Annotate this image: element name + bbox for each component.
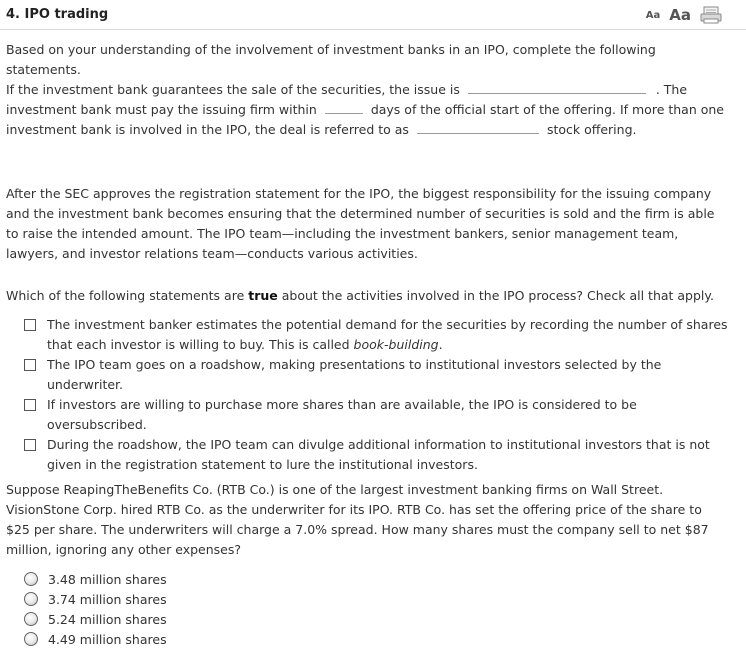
statement-part-4: stock offering.	[546, 122, 637, 137]
radio-option-4[interactable]	[24, 629, 167, 649]
check-option-label: If investors are willing to purchase more shares than are available, the IPO is considered to be oversubscribed.	[47, 397, 637, 432]
prompt-prefix: Which of the following statements are	[6, 288, 249, 303]
checkbox[interactable]	[24, 359, 36, 371]
radio-button[interactable]	[24, 612, 38, 626]
check-question-prompt	[6, 286, 728, 306]
question-header	[0, 0, 746, 30]
radio-label: 5.24 million shares	[48, 611, 167, 627]
prompt-emphasis: true	[248, 288, 278, 303]
statement-part-3: days of the official start of the offering. If more than one investment bank is involved in the IPO, the deal is referred to as	[6, 102, 724, 137]
check-option-label: The IPO team goes on a roadshow, making presentations to institutional investors selected by the underwriter.	[47, 357, 662, 392]
radio-label: 3.48 million shares	[48, 571, 167, 587]
intro-text: Based on your understanding of the involvement of investment banks in an IPO, complete the following statements.	[6, 42, 656, 77]
calc-question-text: Suppose ReapingTheBenefits Co. (RTB Co.) is one of the largest investment banking firms on Wall Street. VisionStone Corp. hired RTB Co. as the underwriter for its IPO. RTB Co. has set the offering price of the share to $25 per share. The underwriters will charge a 7.0% spread. How many shares must the company sell to net $87 million, ignoring any other expenses?	[6, 482, 709, 557]
check-option-label: The investment banker estimates the potential demand for the securities by recording the number of shares that each investor is willing to buy. This is called book-building.	[47, 317, 728, 352]
font-size-small-button[interactable]: Aa	[645, 9, 661, 21]
checkbox[interactable]	[24, 439, 36, 451]
checkbox[interactable]	[24, 319, 36, 331]
print-icon[interactable]	[700, 6, 722, 24]
underwriting-type-dropdown[interactable]	[468, 80, 646, 94]
text-tools	[646, 6, 722, 24]
checkbox-list	[24, 315, 739, 475]
check-option-2[interactable]	[24, 355, 739, 395]
prompt-suffix: about the activities involved in the IPO process? Check all that apply.	[277, 288, 714, 303]
radio-option-3[interactable]	[24, 609, 167, 629]
radio-button[interactable]	[24, 592, 38, 606]
check-option-label: During the roadshow, the IPO team can divulge additional information to institutional investors that is not given in the registration statement to lure the institutional investors.	[47, 437, 710, 472]
question-title: 4. IPO trading	[6, 7, 109, 22]
statement-part-2: . The investment bank must pay the issuing firm within	[6, 82, 688, 117]
radio-list	[24, 569, 167, 649]
radio-option-2[interactable]	[24, 589, 167, 609]
radio-label: 3.74 million shares	[48, 591, 167, 607]
context-paragraph: After the SEC approves the registration statement for the IPO, the biggest responsibility for the issuing company and the investment bank becomes ensuring that the determined number of securities is sold and the firm is able to raise the intended amount. The IPO team—including the investment bankers, senior management team, lawyers, and investor relations team—conducts various activities.	[6, 186, 715, 261]
check-option-1[interactable]	[24, 315, 739, 355]
days-dropdown[interactable]	[325, 100, 363, 114]
statement-part-1: If the investment bank guarantees the sale of the securities, the issue is	[6, 82, 460, 97]
check-option-3[interactable]	[24, 395, 739, 435]
radio-option-1[interactable]	[24, 569, 167, 589]
font-size-large-button[interactable]: Aa	[669, 6, 691, 24]
fill-in-statement	[6, 80, 728, 140]
offering-type-dropdown[interactable]	[417, 120, 539, 134]
check-option-4[interactable]	[24, 435, 739, 475]
radio-button[interactable]	[24, 572, 38, 586]
checkbox[interactable]	[24, 399, 36, 411]
radio-label: 4.49 million shares	[48, 631, 167, 647]
radio-button[interactable]	[24, 632, 38, 646]
